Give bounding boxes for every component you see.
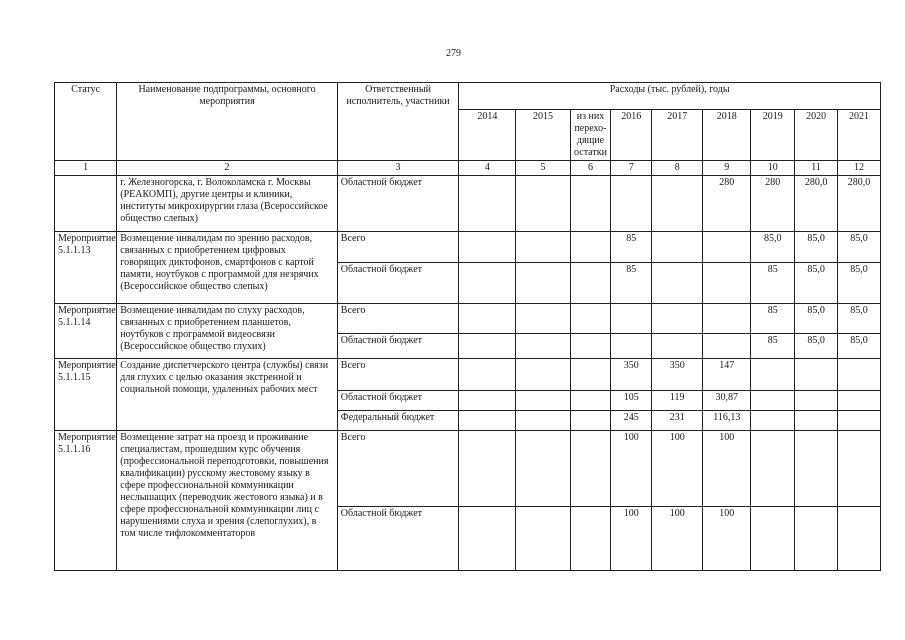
column-number-12: 12: [838, 161, 881, 176]
executor-cell: Всего: [337, 232, 458, 263]
value-cell: 85,0: [795, 334, 838, 359]
table-row: [55, 232, 881, 263]
value-cell: [516, 507, 570, 571]
header-year-0: 2014: [459, 110, 516, 161]
value-cell: 105: [611, 391, 652, 411]
executor-cell: Областной бюджет: [337, 334, 458, 359]
status-cell: [55, 176, 117, 232]
value-cell: 85,0: [795, 263, 838, 304]
value-cell: [652, 263, 703, 304]
column-number-2: 2: [117, 161, 338, 176]
value-cell: [795, 411, 838, 431]
header-year-7: 2020: [795, 110, 838, 161]
value-cell: [570, 431, 611, 507]
value-cell: [652, 176, 703, 232]
value-cell: 100: [652, 507, 703, 571]
header-year-1: 2015: [516, 110, 570, 161]
value-cell: [516, 334, 570, 359]
value-cell: [516, 232, 570, 263]
value-cell: [795, 431, 838, 507]
column-number-5: 5: [516, 161, 570, 176]
value-cell: 85,0: [795, 232, 838, 263]
column-number-11: 11: [795, 161, 838, 176]
value-cell: [795, 359, 838, 391]
value-cell: 116,13: [703, 411, 751, 431]
value-cell: 100: [703, 507, 751, 571]
column-number-1: 1: [55, 161, 117, 176]
header-status: Статус: [55, 83, 117, 161]
header-year-5: 2018: [703, 110, 751, 161]
value-cell: [516, 431, 570, 507]
value-cell: 85: [751, 304, 795, 334]
value-cell: 85,0: [751, 232, 795, 263]
budget-table: [54, 82, 881, 571]
value-cell: [652, 304, 703, 334]
value-cell: [516, 391, 570, 411]
column-number-7: 7: [611, 161, 652, 176]
value-cell: 280: [751, 176, 795, 232]
value-cell: 147: [703, 359, 751, 391]
value-cell: [703, 334, 751, 359]
status-cell: Мероприятие 5.1.1.14: [55, 304, 117, 359]
executor-cell: Всего: [337, 359, 458, 391]
value-cell: 100: [652, 431, 703, 507]
value-cell: [570, 232, 611, 263]
value-cell: [459, 359, 516, 391]
value-cell: [459, 232, 516, 263]
header-name: Наименование подпрограммы, основного мероприятия: [117, 83, 338, 161]
value-cell: [795, 391, 838, 411]
value-cell: [570, 391, 611, 411]
header-year-8: 2021: [838, 110, 881, 161]
value-cell: 85: [751, 263, 795, 304]
value-cell: [751, 411, 795, 431]
value-cell: [459, 431, 516, 507]
table-row: [55, 431, 881, 507]
table-row: [55, 304, 881, 334]
value-cell: 85,0: [795, 304, 838, 334]
value-cell: [751, 431, 795, 507]
value-cell: [570, 263, 611, 304]
header-year-4: 2017: [652, 110, 703, 161]
column-number-10: 10: [751, 161, 795, 176]
value-cell: [570, 176, 611, 232]
value-cell: [703, 304, 751, 334]
header-executor: Ответственный исполнитель, участники: [337, 83, 458, 161]
value-cell: [459, 391, 516, 411]
value-cell: 350: [652, 359, 703, 391]
value-cell: [611, 304, 652, 334]
value-cell: 280: [703, 176, 751, 232]
value-cell: [611, 334, 652, 359]
value-cell: 85,0: [838, 232, 881, 263]
value-cell: 100: [611, 431, 652, 507]
value-cell: 30,87: [703, 391, 751, 411]
value-cell: [570, 359, 611, 391]
measure-name-cell: Возмещение инвалидам по зрению расходов, связанных с приобретением цифровых говорящих диктофонов, смартфонов с картой памяти, ноутбуков с программой для незрячих (Всероссийское общество слепых): [117, 232, 338, 304]
value-cell: [703, 232, 751, 263]
value-cell: [459, 263, 516, 304]
value-cell: 245: [611, 411, 652, 431]
header-year-2: из них перехо-дящие остатки: [570, 110, 611, 161]
column-number-4: 4: [459, 161, 516, 176]
value-cell: [838, 431, 881, 507]
value-cell: 100: [611, 507, 652, 571]
value-cell: 85,0: [838, 263, 881, 304]
value-cell: [459, 176, 516, 232]
executor-cell: Областной бюджет: [337, 391, 458, 411]
value-cell: [570, 304, 611, 334]
value-cell: [611, 176, 652, 232]
value-cell: 85: [751, 334, 795, 359]
value-cell: [459, 304, 516, 334]
measure-name-cell: г. Железногорска, г. Волоколамска г. Москвы (РЕАКОМП), другие центры и клиники, институты микрохирургии глаза (Всероссийское общество слепых): [117, 176, 338, 232]
value-cell: 231: [652, 411, 703, 431]
value-cell: [570, 334, 611, 359]
column-number-8: 8: [652, 161, 703, 176]
value-cell: 280,0: [795, 176, 838, 232]
value-cell: [459, 411, 516, 431]
executor-cell: Федеральный бюджет: [337, 411, 458, 431]
value-cell: [751, 507, 795, 571]
value-cell: [751, 391, 795, 411]
value-cell: [459, 507, 516, 571]
value-cell: [516, 263, 570, 304]
page-number: 279: [446, 48, 461, 59]
status-cell: Мероприятие 5.1.1.15: [55, 359, 117, 431]
value-cell: [838, 359, 881, 391]
value-cell: 85,0: [838, 334, 881, 359]
value-cell: [516, 304, 570, 334]
table-row: [55, 176, 881, 232]
value-cell: 85: [611, 232, 652, 263]
value-cell: 85,0: [838, 304, 881, 334]
value-cell: [838, 411, 881, 431]
measure-name-cell: Возмещение затрат на проезд и проживание специалистам, прошедшим курс обучения (профессиональной переподготовки, повышения квалификации) русскому жестовому языку в сфере профессиональной коммуникации неслышащих (переводчик жестового языка) и в сфере профессиональной коммуникации лиц с нарушениями слуха и зрения (слепоглухих), в том числе тифлокомментаторов: [117, 431, 338, 571]
value-cell: [516, 411, 570, 431]
header-year-6: 2019: [751, 110, 795, 161]
executor-cell: Всего: [337, 431, 458, 507]
value-cell: [516, 176, 570, 232]
measure-name-cell: Создание диспетчерского центра (службы) связи для глухих с целью оказания экстренной и социальной помощи, удаленных рабочих мест: [117, 359, 338, 431]
value-cell: [516, 359, 570, 391]
value-cell: [652, 232, 703, 263]
value-cell: 350: [611, 359, 652, 391]
measure-name-cell: Возмещение инвалидам по слуху расходов, связанных с приобретением планшетов, ноутбуков с программой видеосвязи (Всероссийское общество глухих): [117, 304, 338, 359]
executor-cell: Областной бюджет: [337, 176, 458, 232]
table-row: [55, 359, 881, 391]
executor-cell: Всего: [337, 304, 458, 334]
value-cell: 100: [703, 431, 751, 507]
executor-cell: Областной бюджет: [337, 263, 458, 304]
value-cell: [838, 507, 881, 571]
column-number-3: 3: [337, 161, 458, 176]
value-cell: [570, 507, 611, 571]
status-cell: Мероприятие 5.1.1.13: [55, 232, 117, 304]
value-cell: [570, 411, 611, 431]
value-cell: [795, 507, 838, 571]
status-cell: Мероприятие 5.1.1.16: [55, 431, 117, 571]
value-cell: [459, 334, 516, 359]
executor-cell: Областной бюджет: [337, 507, 458, 571]
value-cell: [703, 263, 751, 304]
column-number-6: 6: [570, 161, 611, 176]
header-expenses: Расходы (тыс. рублей), годы: [459, 83, 881, 110]
value-cell: [652, 334, 703, 359]
header-year-3: 2016: [611, 110, 652, 161]
value-cell: [751, 359, 795, 391]
value-cell: 280,0: [838, 176, 881, 232]
value-cell: 119: [652, 391, 703, 411]
column-number-9: 9: [703, 161, 751, 176]
value-cell: 85: [611, 263, 652, 304]
value-cell: [838, 391, 881, 411]
